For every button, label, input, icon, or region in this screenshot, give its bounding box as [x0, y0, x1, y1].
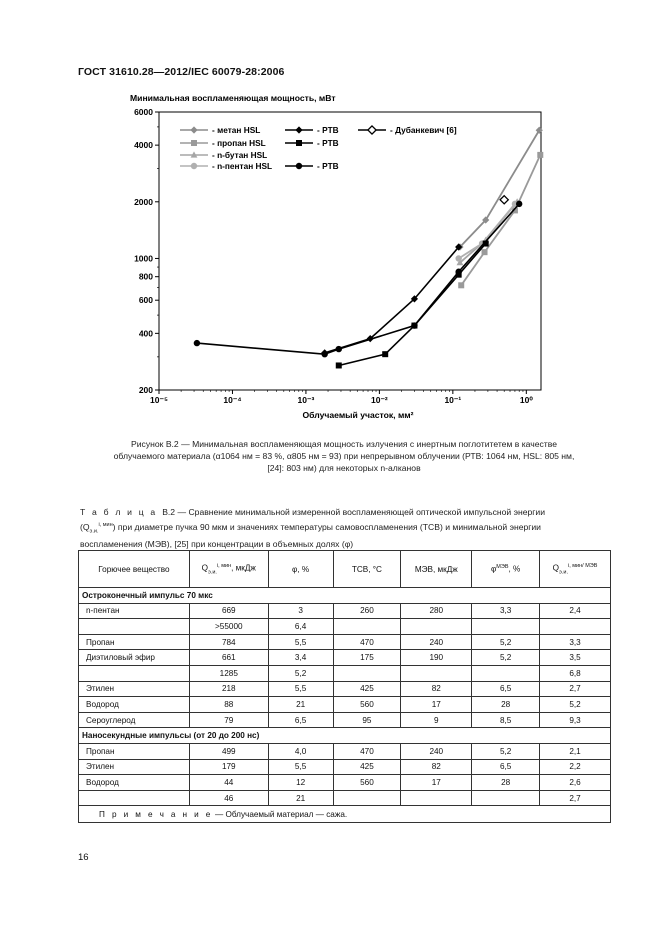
table-row — [79, 759, 611, 775]
value-cell: 79 — [189, 712, 268, 728]
value-cell — [472, 665, 540, 681]
y-tick-label: 200 — [138, 385, 153, 395]
value-cell: 46 — [189, 790, 268, 806]
data-point — [500, 196, 508, 204]
section-title: Остроконечный импульс 70 мкс — [79, 588, 611, 604]
header-min-energy-sup: i, мин — [216, 562, 232, 569]
value-cell: 260 — [333, 603, 401, 619]
data-point — [336, 346, 342, 352]
x-tick-label: 10⁻⁵ — [150, 395, 168, 405]
data-point — [455, 255, 461, 261]
table-caption-title: В.2 — Сравнение минимальной измеренной воспламеняющей оптической импульсной энергии — [162, 507, 546, 517]
table-caption-rest: ) при диаметре пучка 90 мкм и значениях температуры самовоспламенения (ТСВ) и минимальной энергии — [112, 521, 541, 532]
legend-marker — [191, 140, 197, 146]
table-caption-symbol: (Q — [80, 521, 90, 532]
value-cell: 9 — [401, 712, 472, 728]
value-cell: 6,4 — [268, 619, 333, 635]
substance-cell: Пропан — [79, 634, 190, 650]
value-cell — [333, 790, 401, 806]
value-cell: 5,2 — [540, 697, 611, 713]
substance-cell: Пропан — [79, 743, 190, 759]
value-cell — [401, 665, 472, 681]
value-cell: 218 — [189, 681, 268, 697]
x-tick-label: 10⁻⁴ — [223, 395, 242, 405]
value-cell: 8,5 — [472, 712, 540, 728]
section-title: Наносекундные импульсы (от 20 до 200 нс) — [79, 728, 611, 744]
value-cell — [472, 790, 540, 806]
value-cell: 190 — [401, 650, 472, 666]
table-caption-line-1 — [80, 506, 612, 519]
table-row — [79, 603, 611, 619]
value-cell: 2,2 — [540, 759, 611, 775]
legend-label: - n-бутан HSL — [212, 150, 268, 160]
table-row — [79, 681, 611, 697]
table-caption-sup: i, мин — [98, 521, 113, 528]
data-point — [482, 249, 488, 255]
figure-caption-line-2: облучаемого материала (α1064 нм = 83 %, α805 нм = 93) при непрерывном облучении (РТВ: 1064 нм, HSL: 805 нм, — [113, 451, 575, 461]
value-cell — [401, 619, 472, 635]
value-cell: 499 — [189, 743, 268, 759]
table-row — [79, 665, 611, 681]
x-tick-label: 10⁰ — [519, 395, 533, 405]
value-cell: 95 — [333, 712, 401, 728]
value-cell — [333, 665, 401, 681]
header-mie-conc-symbol: φ — [490, 564, 497, 574]
value-cell: 425 — [333, 681, 401, 697]
value-cell: 6,5 — [472, 759, 540, 775]
table-row — [79, 650, 611, 666]
value-cell: 5,5 — [268, 681, 333, 697]
header-ratio — [540, 551, 611, 588]
legend-marker — [191, 163, 197, 169]
value-cell: >55000 — [189, 619, 268, 635]
table-caption — [80, 506, 612, 550]
table-row — [79, 634, 611, 650]
table-caption-prefix: Т а б л и ц а — [80, 507, 158, 517]
table-body — [79, 588, 611, 823]
figure-caption-line-1: Рисунок В.2 — Минимальная воспламеняющая мощность излучения с инертным поглотитетем в качестве — [131, 439, 557, 449]
note-prefix: П р и м е ч а н и е — [99, 809, 213, 819]
substance-cell: Водород — [79, 697, 190, 713]
value-cell: 17 — [401, 697, 472, 713]
table-row — [79, 790, 611, 806]
y-tick-label: 4000 — [134, 140, 153, 151]
data-point — [516, 201, 522, 207]
table-row — [79, 712, 611, 728]
value-cell: 784 — [189, 634, 268, 650]
header-min-energy-unit: , мкДж — [231, 563, 256, 573]
value-cell: 240 — [401, 743, 472, 759]
y-tick-label: 600 — [138, 295, 153, 306]
value-cell: 17 — [401, 775, 472, 791]
value-cell: 5,2 — [472, 650, 540, 666]
legend-label: - PTB — [317, 161, 339, 171]
legend-marker — [296, 163, 302, 169]
legend-label: - PTB — [317, 125, 339, 135]
header-mie-conc-unit: , % — [508, 564, 521, 574]
value-cell: 5,5 — [268, 759, 333, 775]
header-min-energy-symbol: Q — [201, 563, 209, 573]
document-header: ГОСТ 31610.28—2012/IEC 60079-28:2006 — [78, 66, 285, 78]
legend-marker — [295, 126, 302, 133]
value-cell: 669 — [189, 603, 268, 619]
table-header-row — [79, 551, 611, 588]
value-cell: 179 — [189, 759, 268, 775]
header-mie-concentration — [472, 551, 540, 588]
value-cell: 560 — [333, 775, 401, 791]
value-cell: 82 — [401, 681, 472, 697]
y-tick-label: 1000 — [134, 253, 153, 264]
value-cell: 3,3 — [540, 634, 611, 650]
substance-cell — [79, 790, 190, 806]
table-caption-line-2 — [80, 519, 612, 538]
value-cell: 470 — [333, 634, 401, 650]
note-text: — Облучаемый материал — сажа. — [212, 809, 348, 819]
value-cell: 2,7 — [540, 681, 611, 697]
substance-cell: n-пентан — [79, 603, 190, 619]
series-line — [197, 204, 519, 354]
table-row — [79, 775, 611, 791]
value-cell — [472, 619, 540, 635]
substance-cell: Сероуглерод — [79, 712, 190, 728]
data-point — [455, 269, 461, 275]
x-tick-label: 10⁻¹ — [444, 395, 462, 405]
data-point — [458, 282, 464, 288]
x-axis-label: Облучаемый участок, мм² — [302, 410, 414, 420]
value-cell: 3,5 — [540, 650, 611, 666]
data-point — [194, 340, 200, 346]
value-cell: 28 — [472, 697, 540, 713]
value-cell: 2,6 — [540, 775, 611, 791]
table-row — [79, 619, 611, 635]
value-cell: 12 — [268, 775, 333, 791]
data-point — [336, 362, 342, 368]
value-cell: 5,2 — [472, 634, 540, 650]
page-number: 16 — [78, 852, 89, 863]
value-cell: 425 — [333, 759, 401, 775]
substance-cell: Водород — [79, 775, 190, 791]
series-line — [460, 130, 539, 247]
legend-marker — [296, 140, 302, 146]
ignition-power-chart — [0, 0, 661, 430]
table-caption-sub: э.и. — [89, 528, 99, 535]
series-line — [339, 244, 486, 366]
header-ratio-sub: э.и. — [559, 569, 568, 576]
value-cell: 5,5 — [268, 634, 333, 650]
substance-cell — [79, 619, 190, 635]
y-tick-label: 6000 — [134, 107, 153, 117]
header-min-energy — [189, 551, 268, 588]
value-cell: 3 — [268, 603, 333, 619]
header-ratio-symbol: Q — [552, 563, 560, 573]
value-cell: 21 — [268, 790, 333, 806]
value-cell: 280 — [401, 603, 472, 619]
table-row — [79, 697, 611, 713]
value-cell: 5,2 — [472, 743, 540, 759]
header-substance: Горючее вещество — [79, 551, 190, 588]
header-concentration: φ, % — [268, 551, 333, 588]
value-cell: 2,1 — [540, 743, 611, 759]
value-cell: 82 — [401, 759, 472, 775]
legend-marker — [368, 126, 376, 134]
value-cell: 3,4 — [268, 650, 333, 666]
value-cell: 175 — [333, 650, 401, 666]
y-tick-label: 400 — [138, 328, 153, 339]
substance-cell: Этилен — [79, 759, 190, 775]
value-cell: 1285 — [189, 665, 268, 681]
value-cell: 44 — [189, 775, 268, 791]
legend-label: - метан HSL — [212, 125, 261, 135]
series-line — [325, 247, 459, 353]
value-cell — [333, 619, 401, 635]
y-axis-label: Минимальная воспламеняющая мощность, мВт — [130, 93, 336, 103]
value-cell: 6,5 — [268, 712, 333, 728]
legend-label: - n-пентан HSL — [212, 161, 273, 171]
legend-label: - Дубанкевич [6] — [390, 125, 457, 135]
figure-caption — [80, 438, 608, 474]
value-cell: 2,4 — [540, 603, 611, 619]
header-autoignition-temp: ТСВ, °С — [333, 551, 401, 588]
section-row — [79, 728, 611, 744]
data-point — [382, 351, 388, 357]
value-cell: 470 — [333, 743, 401, 759]
value-cell: 4,0 — [268, 743, 333, 759]
legend-marker — [190, 126, 197, 133]
y-tick-label: 2000 — [134, 196, 153, 207]
value-cell: 21 — [268, 697, 333, 713]
value-cell — [540, 619, 611, 635]
data-point — [321, 351, 327, 357]
value-cell: 2,7 — [540, 790, 611, 806]
data-point — [537, 152, 543, 158]
substance-cell: Этилен — [79, 681, 190, 697]
value-cell — [401, 790, 472, 806]
table-note — [79, 806, 611, 823]
header-mie: МЭВ, мкДж — [401, 551, 472, 588]
value-cell: 28 — [472, 775, 540, 791]
substance-cell: Диэтиловый эфир — [79, 650, 190, 666]
comparison-table — [78, 550, 611, 823]
value-cell: 240 — [401, 634, 472, 650]
legend-label: - PTB — [317, 138, 339, 148]
y-tick-label: 800 — [138, 271, 153, 282]
value-cell: 88 — [189, 697, 268, 713]
table-caption-line-3: воспламенения (МЭВ), [25] при концентрации в объемных долях (φ) — [80, 538, 354, 549]
data-point — [411, 322, 417, 328]
note-row — [79, 806, 611, 823]
header-ratio-sup: i, мин/ МЭВ — [567, 562, 598, 569]
value-cell: 6,5 — [472, 681, 540, 697]
substance-cell — [79, 665, 190, 681]
value-cell: 3,3 — [472, 603, 540, 619]
table-row — [79, 743, 611, 759]
value-cell: 560 — [333, 697, 401, 713]
figure-caption-line-3: [24]: 803 нм) для некоторых n-алканов — [267, 463, 421, 473]
value-cell: 6,8 — [540, 665, 611, 681]
x-tick-label: 10⁻² — [370, 395, 388, 405]
section-row — [79, 588, 611, 604]
value-cell: 661 — [189, 650, 268, 666]
legend-label: - пропан HSL — [212, 138, 266, 148]
header-min-energy-sub: э.и. — [208, 569, 217, 576]
value-cell: 5,2 — [268, 665, 333, 681]
header-mie-conc-sup: МЭВ — [496, 564, 509, 571]
x-tick-label: 10⁻³ — [297, 395, 315, 405]
value-cell: 9,3 — [540, 712, 611, 728]
